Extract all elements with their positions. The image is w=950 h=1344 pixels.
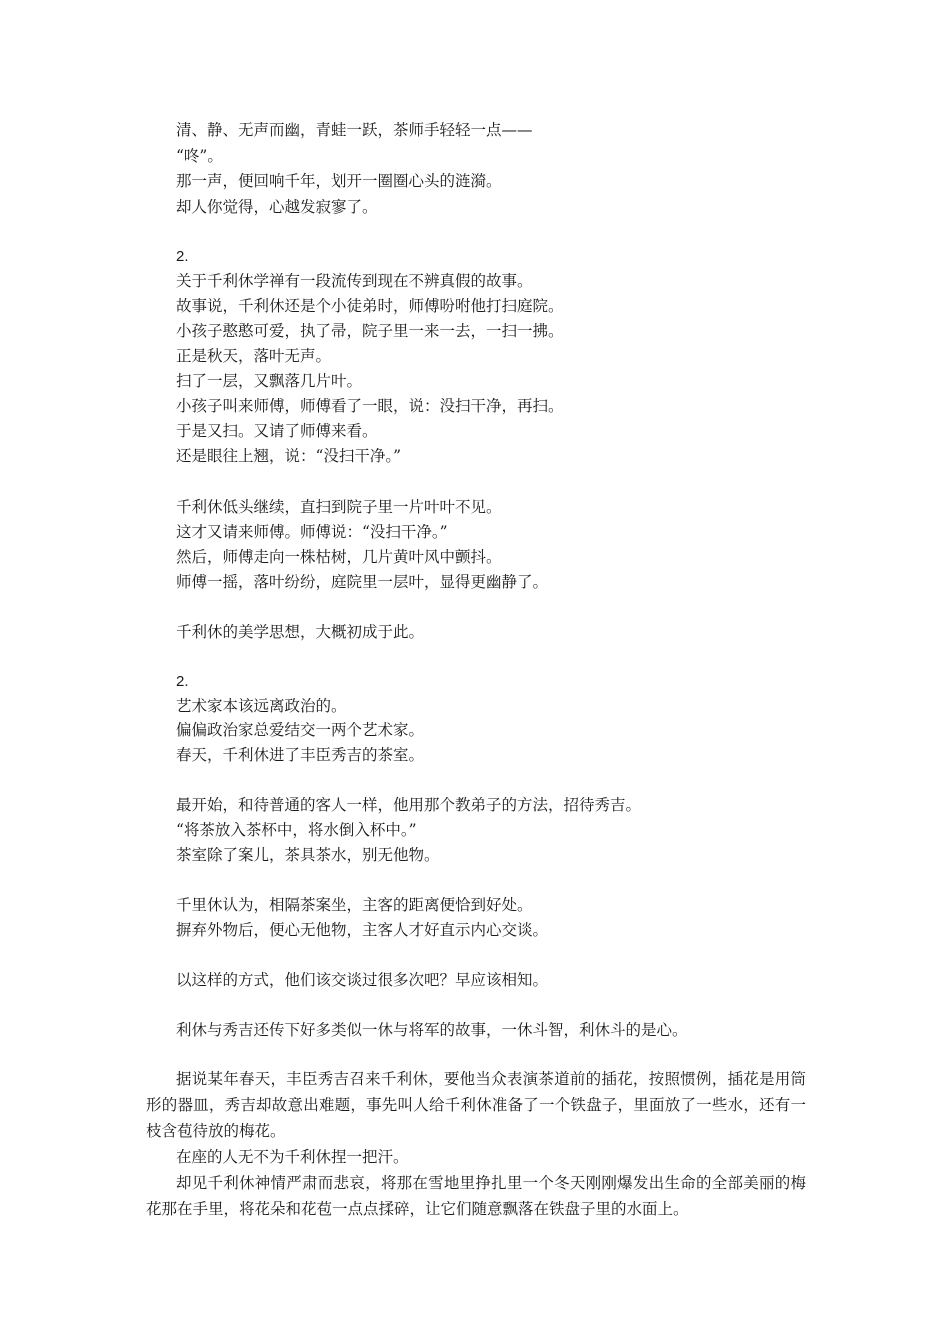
text-line: “咚”。 <box>176 147 223 165</box>
text-line: 春天，千利休进了丰臣秀吉的茶室。 <box>176 746 425 764</box>
text-line: 清、静、无声而幽，青蛙一跃，茶师手轻轻一点—— <box>176 121 533 139</box>
text-line: 故事说，千利休还是个小徒弟时，师傅吩咐他打扫庭院。 <box>176 297 564 315</box>
text-line: 小孩子叫来师傅，师傅看了一眼，说：没扫干净，再扫。 <box>176 397 564 415</box>
text-line: 千利休的美学思想，大概初成于此。 <box>176 623 425 641</box>
text-line: 艺术家本该远离政治的。 <box>176 697 347 715</box>
text-line: 千利休低头继续，直扫到院子里一片叶叶不见。 <box>176 498 502 516</box>
text-line: 正是秋天，落叶无声。 <box>176 347 332 365</box>
text-line: 最开始，和待普通的客人一样，他用那个教弟子的方法，招待秀吉。 <box>176 796 642 814</box>
text-line: 却人你觉得，心越发寂寥了。 <box>176 198 378 216</box>
text-line: 关于千利休学禅有一段流传到现在不辨真假的故事。 <box>176 272 533 290</box>
section-number: 2. <box>176 248 189 265</box>
body-paragraph: 在座的人无不为千利休捏一把汗。 <box>176 1148 409 1166</box>
text-line: 师傅一摇，落叶纷纷，庭院里一层叶，显得更幽静了。 <box>176 573 549 591</box>
text-line: 还是眼往上翘，说：“没扫干净。” <box>176 447 402 465</box>
body-paragraph: 却见千利休神情严肃而悲哀，将那在雪地里挣扎里一个冬天刚刚爆发出生命的全部美丽的梅花那在手里，将花朵和花苞一点点揉碎，让它们随意飘落在铁盘子里的水面上。 <box>146 1174 806 1218</box>
text-line: 扫了一层，又飘落几片叶。 <box>176 372 363 390</box>
text-line: 利休与秀吉还传下好多类似一休与将军的故事，一休斗智，利休斗的是心。 <box>176 1021 688 1039</box>
text-line: 茶室除了案儿，茶具茶水，别无他物。 <box>176 846 440 864</box>
text-line: 小孩子憨憨可爱，执了帚，院子里一来一去，一扫一拂。 <box>176 322 564 340</box>
text-line: 那一声，便回响千年，划开一圈圈心头的涟漪。 <box>176 172 502 190</box>
text-line: 以这样的方式，他们该交谈过很多次吧？早应该相知。 <box>176 971 549 989</box>
text-line: 千里休认为，相隔茶案坐，主客的距离便恰到好处。 <box>176 896 533 914</box>
text-line: 于是又扫。又请了师傅来看。 <box>176 422 378 440</box>
text-line: 然后，师傅走向一株枯树，几片黄叶风中颤抖。 <box>176 548 502 566</box>
text-line: 这才又请来师傅。师傅说：“没扫干净。” <box>176 523 448 541</box>
text-line: 摒弃外物后，便心无他物，主客人才好直示内心交谈。 <box>176 921 549 939</box>
text-line: “将茶放入茶杯中，将水倒入杯中。” <box>176 821 417 839</box>
text-line: 偏偏政治家总爱结交一两个艺术家。 <box>176 721 425 739</box>
section-number: 2. <box>176 673 189 690</box>
body-paragraph: 据说某年春天，丰臣秀吉召来千利休，要他当众表演茶道前的插花，按照惯例，插花是用筒形的器皿，秀吉却故意出难题，事先叫人给千利休准备了一个铁盘子，里面放了一些水，还有一枝含苞待放的梅花。 <box>146 1070 806 1140</box>
